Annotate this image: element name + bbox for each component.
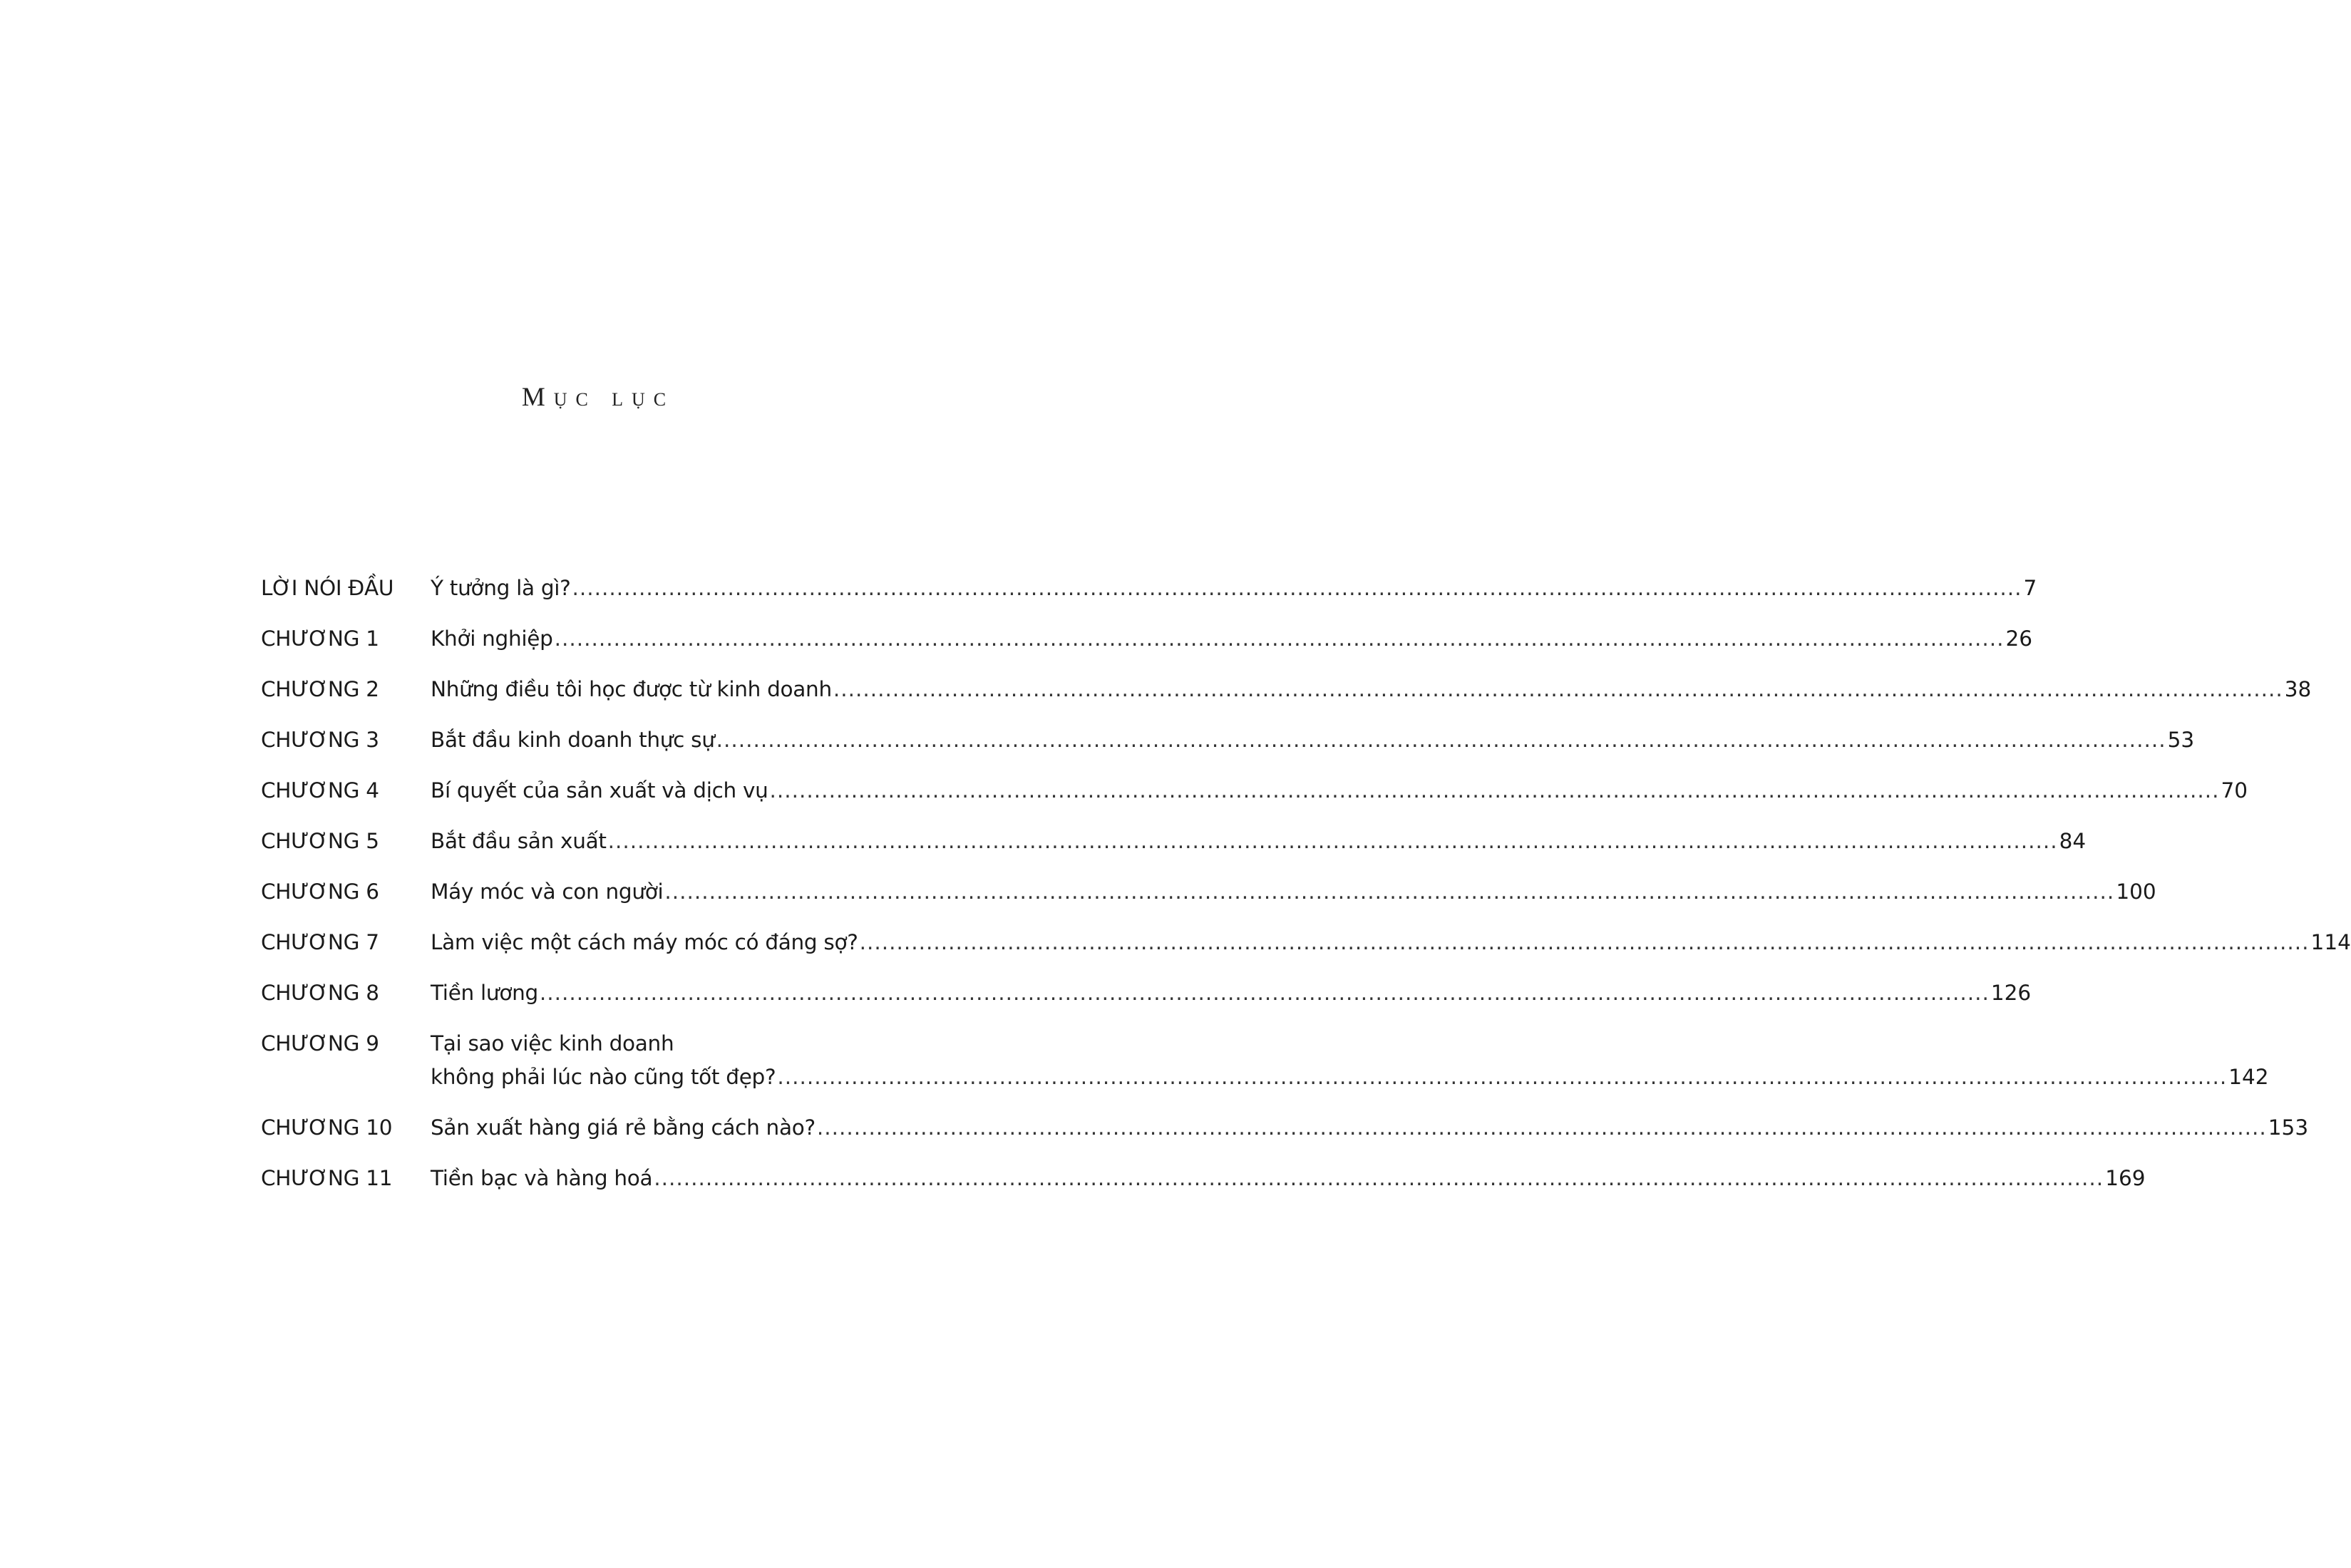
table-of-contents bbox=[261, 563, 2351, 1204]
toc-entry-label: CHƯƠNG 2 bbox=[261, 677, 379, 701]
toc-entry-label: CHƯƠNG 8 bbox=[261, 981, 379, 1005]
toc-entry-title: Sản xuất hàng giá rẻ bằng cách nào? bbox=[431, 1115, 816, 1140]
toc-entry-page-number: 38 bbox=[2284, 677, 2312, 701]
dot-leader bbox=[608, 825, 2058, 858]
dot-leader bbox=[555, 622, 2005, 656]
page-title: Mục lục bbox=[521, 383, 675, 412]
toc-entry-page-number: 100 bbox=[2116, 880, 2156, 904]
toc-entry-title: Bí quyết của sản xuất và dịch vụ bbox=[431, 778, 768, 803]
dot-leader bbox=[817, 1111, 2267, 1145]
toc-entry-title: Máy móc và con người bbox=[431, 880, 664, 904]
toc-entry-page-number: 169 bbox=[2105, 1166, 2146, 1190]
toc-entry-page-number: 26 bbox=[2005, 626, 2033, 651]
toc-entry-label: CHƯƠNG 11 bbox=[261, 1166, 393, 1190]
toc-entry-label: CHƯƠNG 3 bbox=[261, 728, 379, 752]
dot-leader bbox=[770, 774, 2220, 808]
toc-entry-page-number: 70 bbox=[2221, 778, 2248, 803]
toc-entry-page-number: 126 bbox=[1990, 981, 2032, 1005]
toc-entry-chapter-4[interactable] bbox=[261, 765, 2248, 816]
toc-entry-title: Những điều tôi học được từ kinh doanh bbox=[431, 677, 832, 701]
toc-entry-label: CHƯƠNG 4 bbox=[261, 778, 379, 803]
dot-leader bbox=[833, 673, 2283, 706]
toc-entry-title: Tiền bạc và hàng hoá bbox=[431, 1166, 653, 1190]
toc-entry-label: CHƯƠNG 10 bbox=[261, 1115, 393, 1140]
dot-leader bbox=[664, 875, 2114, 909]
dot-leader bbox=[860, 926, 2310, 959]
dot-leader bbox=[716, 723, 2166, 757]
toc-entry-title: Ý tưởng là gì? bbox=[431, 576, 571, 600]
toc-entry-page-number: 7 bbox=[2023, 576, 2037, 600]
toc-entry-chapter-6[interactable] bbox=[261, 867, 2156, 917]
toc-entry-chapter-9[interactable] bbox=[261, 1018, 2269, 1103]
dot-leader bbox=[540, 976, 1990, 1010]
toc-entry-label: CHƯƠNG 1 bbox=[261, 626, 379, 651]
toc-entry-chapter-10[interactable] bbox=[261, 1103, 2309, 1153]
dot-leader bbox=[572, 572, 2022, 605]
toc-entry-chapter-8[interactable] bbox=[261, 968, 2032, 1018]
toc-entry-chapter-11[interactable] bbox=[261, 1153, 2146, 1204]
toc-entry-chapter-5[interactable] bbox=[261, 816, 2087, 867]
toc-entry-page-number: 142 bbox=[2228, 1065, 2269, 1089]
toc-entry-label: CHƯƠNG 6 bbox=[261, 880, 379, 904]
toc-entry-title: Làm việc một cách máy móc có đáng sợ? bbox=[431, 930, 858, 954]
toc-entry-title: không phải lúc nào cũng tốt đẹp? bbox=[431, 1065, 776, 1089]
toc-entry-preface[interactable] bbox=[261, 563, 2037, 614]
toc-entry-page-number: 53 bbox=[2167, 728, 2195, 752]
toc-entry-label: LỜI NÓI ĐẦU bbox=[261, 576, 394, 600]
toc-entry-label: CHƯƠNG 7 bbox=[261, 930, 379, 954]
dot-leader bbox=[777, 1061, 2227, 1094]
toc-entry-chapter-1[interactable] bbox=[261, 614, 2033, 664]
toc-entry-page-number: 153 bbox=[2268, 1115, 2309, 1140]
toc-entry-title: Khởi nghiệp bbox=[431, 626, 553, 651]
toc-entry-chapter-3[interactable] bbox=[261, 715, 2195, 765]
toc-entry-label: CHƯƠNG 9 bbox=[261, 1031, 379, 1056]
toc-entry-page-number: 114 bbox=[2310, 930, 2351, 954]
toc-entry-title: Tiền lương bbox=[431, 981, 538, 1005]
toc-entry-page-number: 84 bbox=[2059, 829, 2087, 853]
toc-entry-title-line-1: Tại sao việc kinh doanh bbox=[431, 1031, 674, 1056]
toc-entry-chapter-2[interactable] bbox=[261, 664, 2312, 715]
toc-entry-title: Bắt đầu sản xuất bbox=[431, 829, 607, 853]
toc-entry-label: CHƯƠNG 5 bbox=[261, 829, 379, 853]
toc-entry-chapter-7[interactable] bbox=[261, 917, 2351, 968]
toc-entry-title: Bắt đầu kinh doanh thực sự bbox=[431, 728, 715, 752]
dot-leader bbox=[654, 1162, 2104, 1195]
